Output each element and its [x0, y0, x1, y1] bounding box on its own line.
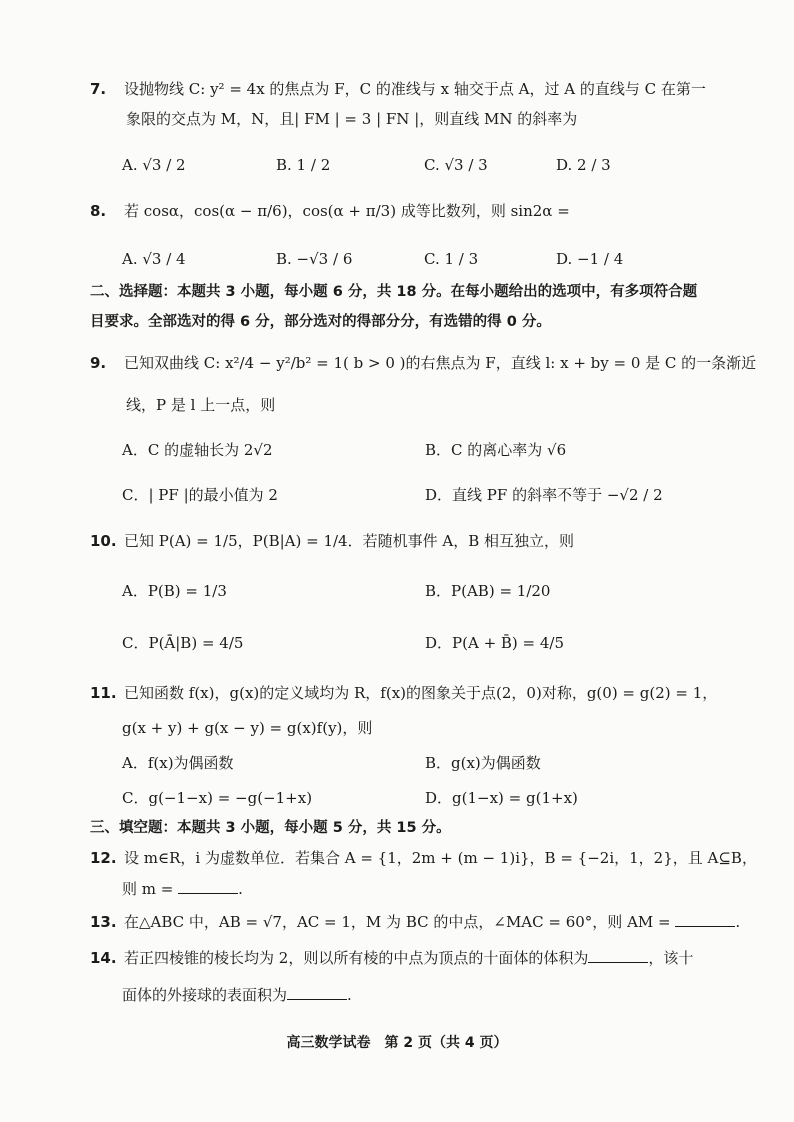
question-text-tail: ，该十	[648, 949, 694, 967]
option-c: C. 1 / 3	[424, 250, 479, 268]
question-text: 已知双曲线 C: x²/4 − y²/b² = 1( b > 0 )的右焦点为 F，直线 l: x + by = 0 是 C 的一条渐近	[124, 354, 757, 372]
option-a: A. √3 / 2	[122, 156, 186, 174]
question-14	[90, 945, 704, 971]
question-text: 已知函数 f(x)，g(x)的定义域均为 R，f(x)的图象关于点(2，0)对称，g(0) = g(2) = 1，	[124, 684, 718, 702]
option-c: C. √3 / 3	[424, 156, 488, 174]
question-12-continuation	[122, 876, 243, 902]
answer-blank[interactable]	[287, 985, 347, 1000]
option-d: D．P(A + B̄) = 4/5	[425, 634, 565, 652]
option-c: C．P(Ā|B) = 4/5	[122, 634, 244, 652]
option-b: B．P(AB) = 1/20	[425, 582, 551, 600]
question-text: 若正四棱锥的棱长均为 2，则以所有棱的中点为顶点的十面体的体积为	[124, 949, 589, 967]
question-number: 11.	[90, 684, 117, 702]
option-d: D. 2 / 3	[556, 156, 611, 174]
question-text: 已知 P(A) = 1/5，P(B|A) = 1/4．若随机事件 A，B 相互独立，则	[124, 532, 574, 550]
answer-prompt: 则 m =	[122, 880, 174, 898]
question-7-continuation: 象限的交点为 M，N，且| FM | = 3 | FN |，则直线 MN 的斜率为	[126, 110, 578, 128]
question-8	[90, 198, 704, 224]
question-number: 8.	[90, 202, 107, 220]
question-number: 9.	[90, 354, 107, 372]
option-b: B. −√3 / 6	[276, 250, 353, 268]
answer-end: .	[347, 986, 352, 1004]
question-number: 14.	[90, 949, 117, 967]
question-number: 13.	[90, 913, 117, 931]
option-d: D．g(1−x) = g(1+x)	[425, 789, 578, 807]
question-number: 12.	[90, 849, 117, 867]
question-text: 若 cosα，cos(α − π/6)，cos(α + π/3) 成等比数列，则 sin2α =	[124, 202, 570, 220]
option-c: C．g(−1−x) = −g(−1+x)	[122, 789, 313, 807]
question-12	[90, 845, 757, 871]
page-footer: 高三数学试卷 第 2 页（共 4 页）	[286, 1035, 508, 1051]
option-a: A．P(B) = 1/3	[122, 582, 227, 600]
option-b: B．C 的离心率为 √6	[425, 441, 567, 459]
option-a: A．f(x)为偶函数	[122, 754, 234, 772]
answer-blank[interactable]	[588, 948, 648, 963]
option-b: B. 1 / 2	[276, 156, 331, 174]
question-9	[90, 350, 757, 376]
question-7	[90, 76, 704, 102]
section-2-heading: 二、选择题：本题共 3 小题，每小题 6 分，共 18 分。在每小题给出的选项中，有多项符合题	[90, 284, 698, 300]
option-a: A. √3 / 4	[122, 250, 186, 268]
question-14-continuation	[122, 982, 352, 1008]
option-c: C．| PF |的最小值为 2	[122, 486, 278, 504]
answer-end: .	[238, 880, 243, 898]
question-text: 面体的外接球的表面积为	[122, 986, 288, 1004]
question-9-continuation: 线，P 是 l 上一点，则	[126, 396, 276, 414]
question-number: 10.	[90, 532, 117, 550]
question-number: 7.	[90, 80, 107, 98]
question-11	[90, 680, 718, 706]
option-d: D. −1 / 4	[556, 250, 624, 268]
question-10	[90, 528, 704, 554]
question-text: 设 m∈R，i 为虚数单位．若集合 A = {1，2m + (m − 1)i}，B = {−2i，1，2}，且 A⊆B，	[124, 849, 757, 867]
option-b: B．g(x)为偶函数	[425, 754, 541, 772]
option-d: D．直线 PF 的斜率不等于 −√2 / 2	[425, 486, 663, 504]
answer-end: .	[735, 913, 741, 931]
question-text: 在△ABC 中，AB = √7，AC = 1，M 为 BC 的中点，∠MAC = 60°，则 AM =	[124, 913, 671, 931]
question-13	[90, 909, 741, 935]
question-11-continuation: g(x + y) + g(x − y) = g(x)f(y)，则	[122, 719, 373, 737]
section-3-heading: 三、填空题：本题共 3 小题，每小题 5 分，共 15 分。	[90, 820, 451, 836]
option-a: A．C 的虚轴长为 2√2	[122, 441, 273, 459]
answer-blank[interactable]	[178, 879, 238, 894]
answer-blank[interactable]	[675, 912, 735, 927]
section-2-heading-cont: 目要求。全部选对的得 6 分，部分选对的得部分分，有选错的得 0 分。	[90, 314, 551, 330]
question-text: 设抛物线 C: y² = 4x 的焦点为 F，C 的准线与 x 轴交于点 A，过 A 的直线与 C 在第一	[124, 80, 706, 98]
